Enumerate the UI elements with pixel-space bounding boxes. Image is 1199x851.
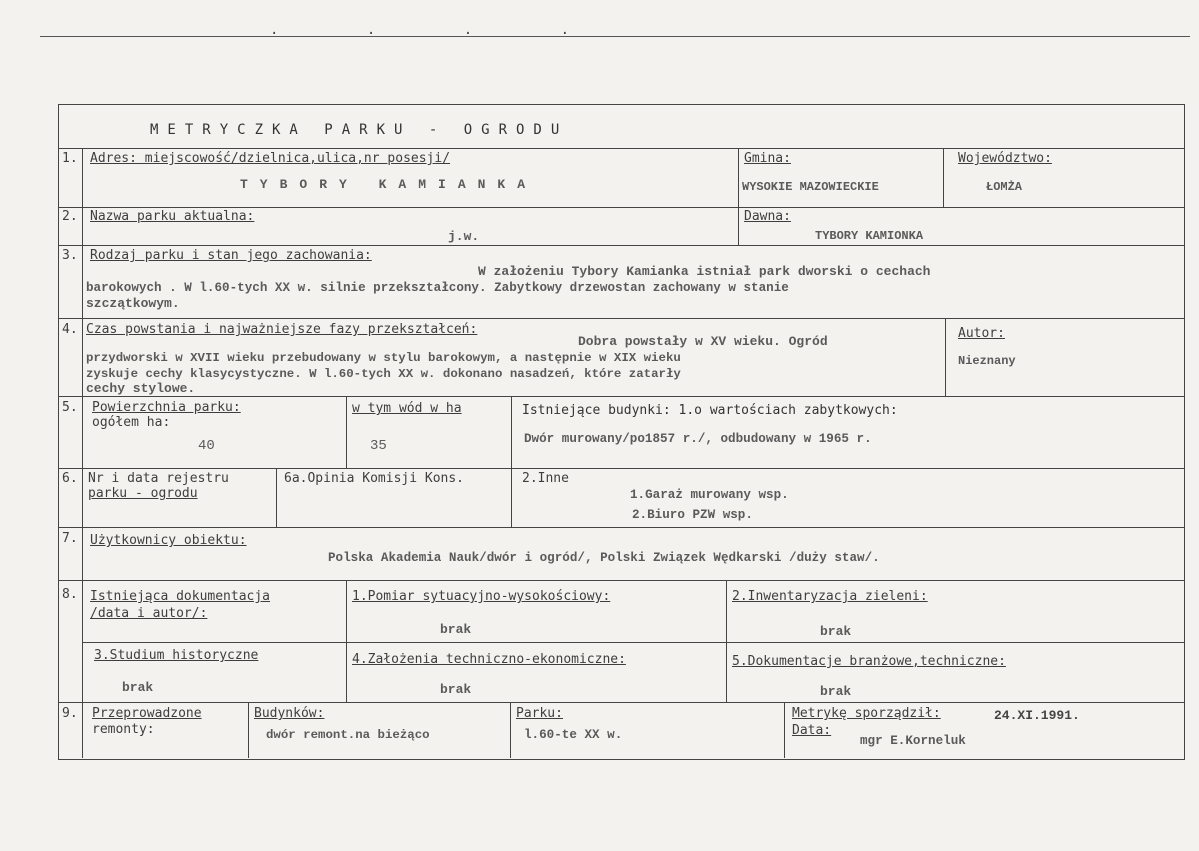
historical-study-label: 3.Studium historyczne (94, 648, 259, 663)
col-rule (943, 148, 944, 208)
section-number: 6. (62, 471, 78, 486)
rule (58, 207, 1185, 208)
current-name-value: j.w. (448, 229, 480, 244)
buildings-value: Dwór murowany/po1857 r./, odbudowany w 1965 r. (524, 432, 872, 446)
rule (58, 245, 1185, 246)
author-name: mgr E.Korneluk (860, 734, 966, 748)
author-label: Autor: (958, 326, 1005, 341)
buildings-renovation-label: Budynków: (254, 706, 325, 721)
col-rule (346, 396, 347, 468)
date-label: Data: (792, 723, 832, 738)
former-name-value: TYBORY KAMIONKA (815, 229, 924, 243)
renovations-label: Przeprowadzone (92, 706, 202, 721)
rule (58, 702, 1185, 703)
section-number: 9. (62, 706, 78, 721)
current-name-label: Nazwa parku aktualna: (90, 209, 255, 224)
area-total-value: 40 (198, 438, 215, 454)
section-number: 8. (62, 587, 78, 602)
area-label: Powierzchnia parku: (92, 400, 241, 415)
survey-label: 1.Pomiar sytuacyjno-wysokościowy: (352, 589, 611, 604)
area-total-label: ogółem ha: (92, 415, 171, 430)
gmina-value: WYSOKIE MAZOWIECKIE (742, 180, 879, 194)
park-type-label: Rodzaj parku i stan jego zachowania: (90, 248, 372, 263)
users-label: Użytkownicy obiektu: (90, 533, 247, 548)
buildings-renovation-value: dwór remont.na bieżąco (266, 728, 430, 742)
history-label: Czas powstania i najważniejsze fazy przekształceń: (86, 322, 478, 337)
address-label: Adres: miejscowość/dzielnica,ulica,nr posesji/ (90, 151, 451, 166)
other-buildings-label: 2.Inne (522, 471, 569, 486)
other-building-2: 2.Biuro PZW wsp. (632, 508, 753, 522)
branch-docs-label: 5.Dokumentacje branżowe,techniczne: (732, 654, 1006, 669)
col-rule (248, 702, 249, 758)
register-label-2: parku - ogrodu (88, 486, 198, 501)
history-line: zyskuje cechy klasycystyczne. W l.60-tych XX w. dokonano nasadzeń, które zatarły (86, 367, 681, 381)
wojewodztwo-value: ŁOMŻA (986, 180, 1023, 194)
park-renovation-label: Parku: (516, 706, 563, 721)
greenery-inventory-value: brak (820, 624, 852, 639)
rule (58, 527, 1185, 528)
col-rule (784, 702, 785, 758)
form-title: METRYCZKA PARKU - OGRODU (150, 122, 569, 138)
other-building-1: 1.Garaż murowany wsp. (630, 488, 789, 502)
author-value: Nieznany (958, 354, 1016, 368)
buildings-label: Istniejące budynki: 1.o wartościach zabytkowych: (522, 403, 898, 418)
col-rule (276, 468, 277, 528)
section-number: 5. (62, 400, 78, 415)
tech-econ-label: 4.Założenia techniczno-ekonomiczne: (352, 652, 626, 667)
rule (58, 396, 1185, 397)
history-line: Dobra powstały w XV wieku. Ogród (578, 334, 828, 349)
col-rule (346, 580, 347, 702)
top-marks: . . . . (270, 22, 610, 38)
opinion-label: 6a.Opinia Komisji Kons. (284, 471, 465, 486)
rule (58, 580, 1185, 581)
prepared-date: 24.XI.1991. (994, 708, 1080, 723)
park-type-line: barokowych . W l.60-tych XX w. silnie przekształcony. Zabytkowy drzewostan zachowany w stanie (86, 281, 789, 295)
rule (58, 468, 1185, 469)
historical-study-value: brak (122, 680, 154, 695)
park-renovation-value: l.60-te XX w. (524, 728, 623, 742)
top-rule (40, 36, 1190, 37)
col-rule (726, 580, 727, 702)
section-number: 4. (62, 322, 78, 337)
address-value: TYBORY KAMIANKA (240, 177, 538, 192)
park-type-line: szczątkowym. (86, 296, 180, 311)
users-value: Polska Akademia Nauk/dwór i ogród/, Polski Związek Wędkarski /duży staw/. (328, 551, 880, 565)
col-rule (945, 318, 946, 396)
park-type-line: W założeniu Tybory Kamianka istniał park dworski o cechach (478, 264, 931, 279)
former-name-label: Dawna: (744, 209, 791, 224)
col-rule (738, 148, 739, 246)
wojewodztwo-label: Województwo: (958, 151, 1052, 166)
documentation-label-2: /data i autor/: (90, 606, 208, 621)
col-rule (511, 396, 512, 528)
history-line: cechy stylowe. (86, 381, 196, 395)
col-rule (510, 702, 511, 758)
section-number: 3. (62, 248, 78, 263)
survey-value: brak (440, 622, 472, 637)
rule (58, 148, 1185, 149)
rule (82, 642, 1185, 643)
history-line: przydworski w XVII wieku przebudowany w stylu barokowym, a następnie w XIX wieku (86, 351, 681, 365)
section-number: 2. (62, 209, 78, 224)
section-number: 7. (62, 531, 78, 546)
section-number: 1. (62, 151, 78, 166)
branch-docs-value: brak (820, 684, 852, 699)
register-label: Nr i data rejestru (88, 471, 229, 486)
renovations-label-2: remonty: (92, 722, 155, 737)
documentation-label: Istniejąca dokumentacja (90, 589, 271, 604)
water-area-label: w tym wód w ha (352, 401, 462, 416)
rule (58, 318, 1185, 319)
col-rule (82, 148, 83, 758)
prepared-by-label: Metrykę sporządził: (792, 706, 941, 721)
greenery-inventory-label: 2.Inwentaryzacja zieleni: (732, 589, 928, 604)
gmina-label: Gmina: (744, 151, 791, 166)
tech-econ-value: brak (440, 682, 472, 697)
water-area-value: 35 (370, 438, 387, 454)
